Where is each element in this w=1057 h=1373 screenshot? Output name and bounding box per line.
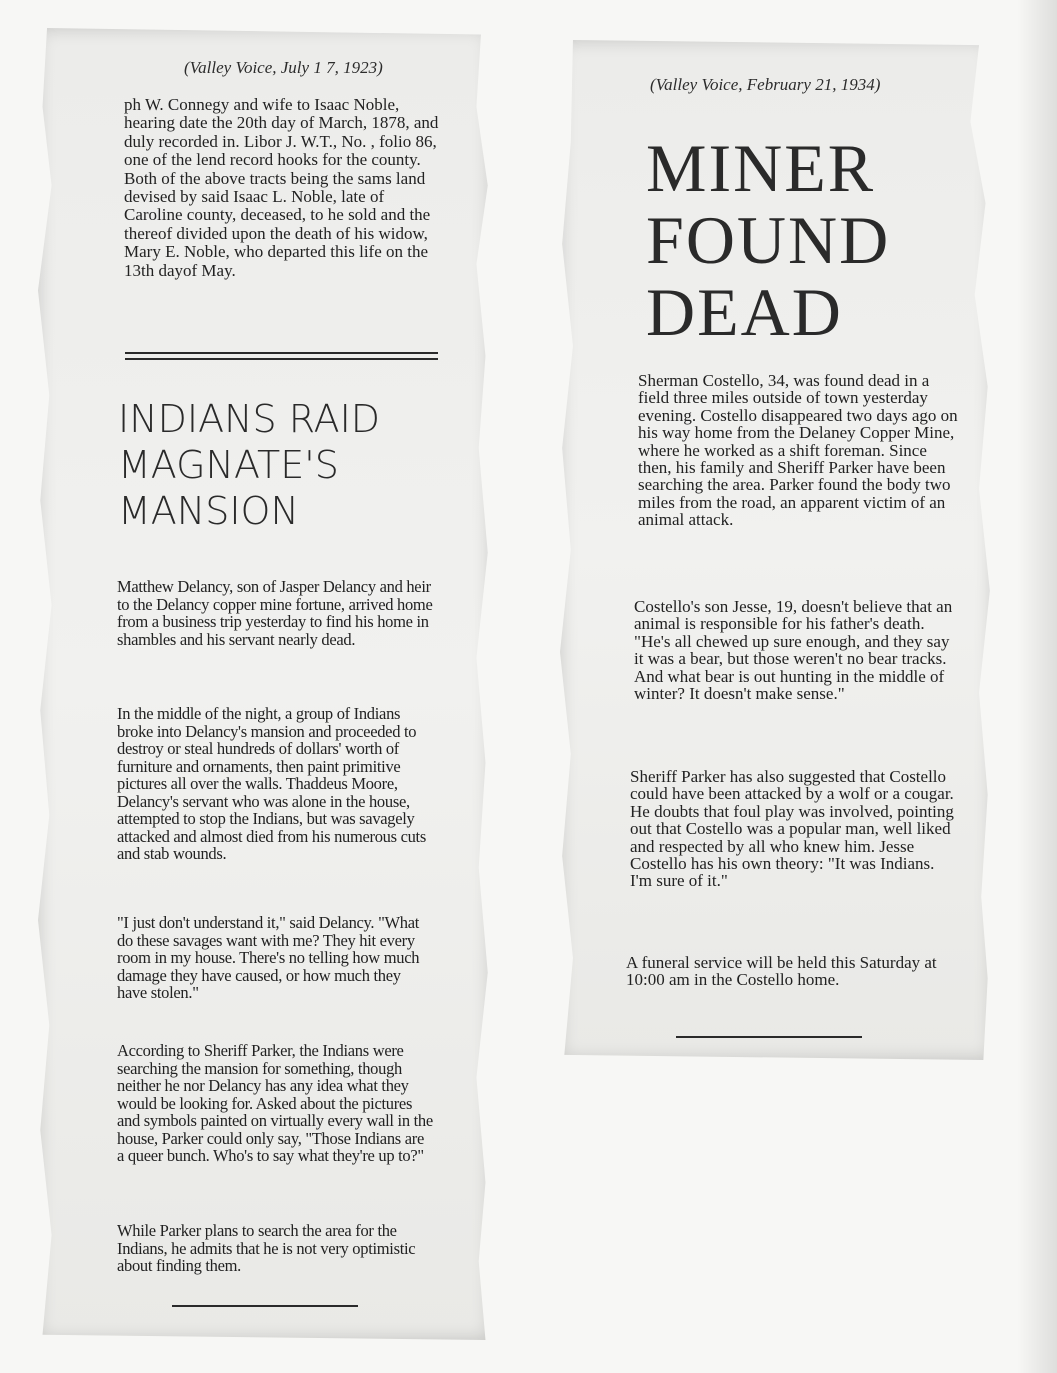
article-paragraph: While Parker plans to search the area for the Indians, he admits that he is not very optimistic about finding them. [117, 1221, 416, 1275]
article-paragraph: A funeral service will be held this Saturday at 10:00 am in the Costello home. [626, 953, 937, 990]
article-paragraph: "I just don't understand it," said Delancy. "What do these savages want with me? They hit every room in my house. There's no telling how much damage they have caused, or how much they have stolen." [117, 913, 420, 1002]
double-rule-top [125, 352, 438, 354]
headline-indians-raid [118, 396, 458, 534]
article-paragraph: Matthew Delancy, son of Jasper Delancy and heir to the Delancy copper mine fortune, arrived home from a business trip yesterday to find his home in shambles and his servant nearly dead. [117, 577, 433, 649]
double-rule-bottom [125, 358, 438, 360]
headline-line: FOUND [646, 202, 891, 278]
end-rule [676, 1036, 862, 1038]
legal-notice-text: ph W. Connegy and wife to Isaac Noble, hearing date the 20th day of March, 1878, and duly recorded in. Libor J. W.T., No. , folio 86, one of the lend record hooks for the county. Both of the above tracts being the sams land devised by said Isaac L. Noble, late of Caroline county, deceased, to he sold and the thereof divided upon the death of his widow, Mary E. Noble, who departed this life on the 13th dayof May. [124, 95, 439, 280]
end-rule [172, 1305, 358, 1307]
headline-line: INDIANS RAID [118, 397, 381, 441]
left-dateline: (Valley Voice, July 1 7, 1923) [184, 58, 383, 77]
headline-line: MINER [646, 130, 876, 206]
article-paragraph: In the middle of the night, a group of Indians broke into Delancy's mansion and proceeded to destroy or steal hundreds of dollars' worth of furniture and ornaments, then paint primitive pictures all over the walls. Thaddeus Moore, Delancy's servant who was alone in the house, attempted to stop the Indians, but was savagely attacked and almost died from his numerous cuts and stab wounds. [117, 704, 426, 863]
article-paragraph: Costello's son Jesse, 19, doesn't believe that an animal is responsible for his father's death. "He's all chewed up sure enough, and they say it was a bear, but those weren't no bear tracks. And what bear is out hunting in the middle of winter? It doesn't make sense." [634, 597, 953, 704]
article-paragraph: According to Sheriff Parker, the Indians were searching the mansion for something, though neither he nor Delancy has any idea what they would be looking for. Asked about the pictures and symbols painted on virtually every wall in the house, Parker could only say, "Those Indians are a queer bunch. Who's to say what they're up to?" [117, 1041, 433, 1165]
headline-line: MANSION [118, 489, 299, 533]
article-paragraph: Sheriff Parker has also suggested that Costello could have been attacked by a wolf or a cougar. He doubts that foul play was involved, pointing out that Costello was a popular man, well liked and respected by all who knew him. Jesse Costello has his own theory: "It was Indians. I'm sure of it." [630, 767, 954, 891]
headline-miner-found-dead [646, 132, 966, 348]
right-dateline: (Valley Voice, February 21, 1934) [650, 75, 881, 94]
headline-line: DEAD [646, 274, 843, 350]
headline-line: MAGNATE'S [118, 443, 339, 487]
page-edge-shadow [1017, 0, 1057, 1373]
article-paragraph: Sherman Costello, 34, was found dead in a field three miles outside of town yesterday evening. Costello disappeared two days ago on his way home from the Delaney Copper Mine, where he worked as a shift foreman. Since then, his family and Sheriff Parker have been searching the area. Parker found the body two miles from the road, an apparent victim of an animal attack. [638, 371, 958, 530]
